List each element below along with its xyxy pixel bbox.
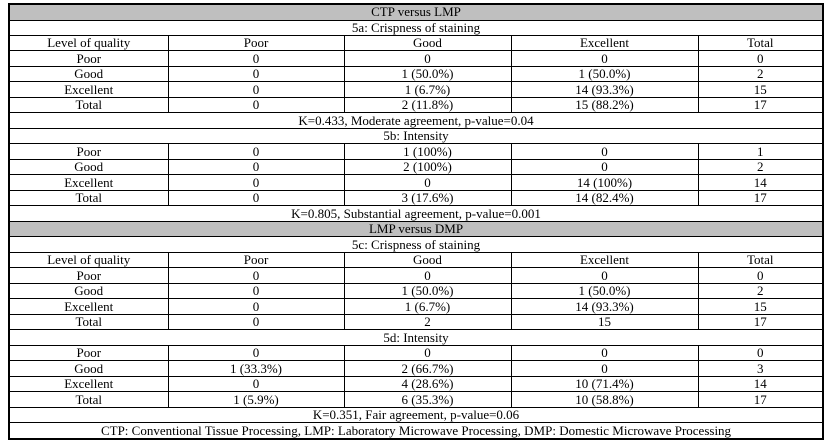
- subtable-caption: 5c: Crispness of staining: [9, 237, 823, 252]
- data-cell: 0: [344, 175, 511, 190]
- data-cell: 0: [511, 345, 698, 360]
- data-cell: 14: [698, 376, 823, 391]
- data-cell: 3 (17.6%): [344, 190, 511, 205]
- section-title-row: [9, 221, 823, 236]
- data-cell: 17: [698, 97, 823, 112]
- data-cell: 1 (100%): [344, 144, 511, 159]
- data-cell: 2: [698, 283, 823, 298]
- subtable-caption: 5d: Intensity: [9, 330, 823, 345]
- data-cell: 0: [511, 268, 698, 283]
- data-cell: 0: [168, 175, 344, 190]
- data-cell: 0: [168, 283, 344, 298]
- column-header: Poor: [168, 252, 344, 267]
- footnote-row: [9, 423, 823, 439]
- row-label: Total: [9, 314, 168, 329]
- data-row: [9, 66, 823, 81]
- data-cell: 17: [698, 314, 823, 329]
- data-cell: 0: [168, 144, 344, 159]
- row-label: Good: [9, 66, 168, 81]
- data-cell: 2 (11.8%): [344, 97, 511, 112]
- subtable-caption-row: [9, 20, 823, 35]
- data-cell: 0: [168, 82, 344, 97]
- column-header: Excellent: [511, 36, 698, 51]
- data-cell: 0: [168, 51, 344, 66]
- column-header: Total: [698, 36, 823, 51]
- data-cell: 14 (93.3%): [511, 82, 698, 97]
- row-header-label: Level of quality: [9, 252, 168, 267]
- subtable-caption-row: [9, 237, 823, 252]
- section-title: LMP versus DMP: [9, 221, 823, 236]
- data-cell: 0: [344, 345, 511, 360]
- data-cell: 0: [168, 314, 344, 329]
- data-cell: 0: [698, 51, 823, 66]
- column-header: Poor: [168, 36, 344, 51]
- data-cell: 14: [698, 175, 823, 190]
- row-label: Excellent: [9, 175, 168, 190]
- data-row: [9, 144, 823, 159]
- data-cell: 2: [344, 314, 511, 329]
- subtable-caption: 5b: Intensity: [9, 128, 823, 143]
- data-cell: 0: [344, 268, 511, 283]
- data-cell: 0: [511, 144, 698, 159]
- data-cell: 2 (66.7%): [344, 361, 511, 376]
- data-cell: 14 (82.4%): [511, 190, 698, 205]
- row-label: Poor: [9, 345, 168, 360]
- data-cell: 0: [511, 51, 698, 66]
- column-header: Good: [344, 36, 511, 51]
- row-label: Good: [9, 283, 168, 298]
- agreement-results-table: [8, 3, 824, 440]
- data-cell: 17: [698, 392, 823, 407]
- row-label: Excellent: [9, 376, 168, 391]
- kappa-stats: K=0.805, Substantial agreement, p-value=0.001: [9, 206, 823, 221]
- data-cell: 1 (50.0%): [344, 283, 511, 298]
- data-cell: 6 (35.3%): [344, 392, 511, 407]
- data-cell: 1: [698, 144, 823, 159]
- column-header: Good: [344, 252, 511, 267]
- data-cell: 1 (6.7%): [344, 299, 511, 314]
- data-cell: 1 (6.7%): [344, 82, 511, 97]
- data-cell: 0: [168, 376, 344, 391]
- data-cell: 1 (50.0%): [511, 66, 698, 81]
- column-header: Total: [698, 252, 823, 267]
- kappa-stats: K=0.433, Moderate agreement, p-value=0.04: [9, 113, 823, 128]
- data-row: [9, 190, 823, 205]
- subtable-caption: 5a: Crispness of staining: [9, 20, 823, 35]
- data-cell: 1 (50.0%): [511, 283, 698, 298]
- data-cell: 2: [698, 66, 823, 81]
- results-table-body: [9, 4, 823, 439]
- data-row: [9, 299, 823, 314]
- subtable-caption-row: [9, 128, 823, 143]
- header-row: [9, 36, 823, 51]
- kappa-stats: K=0.351, Fair agreement, p-value=0.06: [9, 407, 823, 422]
- row-label: Total: [9, 97, 168, 112]
- data-cell: 0: [344, 51, 511, 66]
- stats-row: [9, 407, 823, 422]
- subtable-caption-row: [9, 330, 823, 345]
- data-cell: 17: [698, 190, 823, 205]
- data-row: [9, 392, 823, 407]
- row-label: Excellent: [9, 299, 168, 314]
- row-header-label: Level of quality: [9, 36, 168, 51]
- data-cell: 0: [168, 299, 344, 314]
- data-row: [9, 361, 823, 376]
- data-row: [9, 159, 823, 174]
- data-cell: 0: [168, 345, 344, 360]
- stats-row: [9, 113, 823, 128]
- stats-row: [9, 206, 823, 221]
- column-header: Excellent: [511, 252, 698, 267]
- row-label: Poor: [9, 144, 168, 159]
- data-cell: 15: [698, 299, 823, 314]
- row-label: Excellent: [9, 82, 168, 97]
- data-cell: 15: [698, 82, 823, 97]
- data-cell: 0: [168, 268, 344, 283]
- data-cell: 2: [698, 159, 823, 174]
- section-title-row: [9, 4, 823, 20]
- data-cell: 15 (88.2%): [511, 97, 698, 112]
- data-row: [9, 175, 823, 190]
- data-cell: 4 (28.6%): [344, 376, 511, 391]
- row-label: Poor: [9, 51, 168, 66]
- row-label: Poor: [9, 268, 168, 283]
- data-row: [9, 314, 823, 329]
- data-cell: 1 (33.3%): [168, 361, 344, 376]
- data-row: [9, 345, 823, 360]
- row-label: Good: [9, 159, 168, 174]
- data-cell: 0: [168, 97, 344, 112]
- row-label: Total: [9, 392, 168, 407]
- data-row: [9, 268, 823, 283]
- data-cell: 14 (93.3%): [511, 299, 698, 314]
- data-cell: 0: [168, 159, 344, 174]
- data-cell: 10 (71.4%): [511, 376, 698, 391]
- data-cell: 0: [698, 268, 823, 283]
- data-cell: 2 (100%): [344, 159, 511, 174]
- data-cell: 1 (5.9%): [168, 392, 344, 407]
- data-cell: 0: [168, 66, 344, 81]
- data-cell: 10 (58.8%): [511, 392, 698, 407]
- data-row: [9, 97, 823, 112]
- data-cell: 0: [168, 190, 344, 205]
- section-title: CTP versus LMP: [9, 4, 823, 20]
- row-label: Good: [9, 361, 168, 376]
- data-cell: 1 (50.0%): [344, 66, 511, 81]
- data-cell: 14 (100%): [511, 175, 698, 190]
- footnote: CTP: Conventional Tissue Processing, LMP: Laboratory Microwave Processing, DMP: Domestic Microwave Processing: [9, 423, 823, 439]
- header-row: [9, 252, 823, 267]
- data-cell: 15: [511, 314, 698, 329]
- data-row: [9, 283, 823, 298]
- data-cell: 0: [698, 345, 823, 360]
- data-cell: 0: [511, 159, 698, 174]
- data-row: [9, 82, 823, 97]
- data-row: [9, 376, 823, 391]
- data-cell: 3: [698, 361, 823, 376]
- row-label: Total: [9, 190, 168, 205]
- data-cell: 0: [511, 361, 698, 376]
- data-row: [9, 51, 823, 66]
